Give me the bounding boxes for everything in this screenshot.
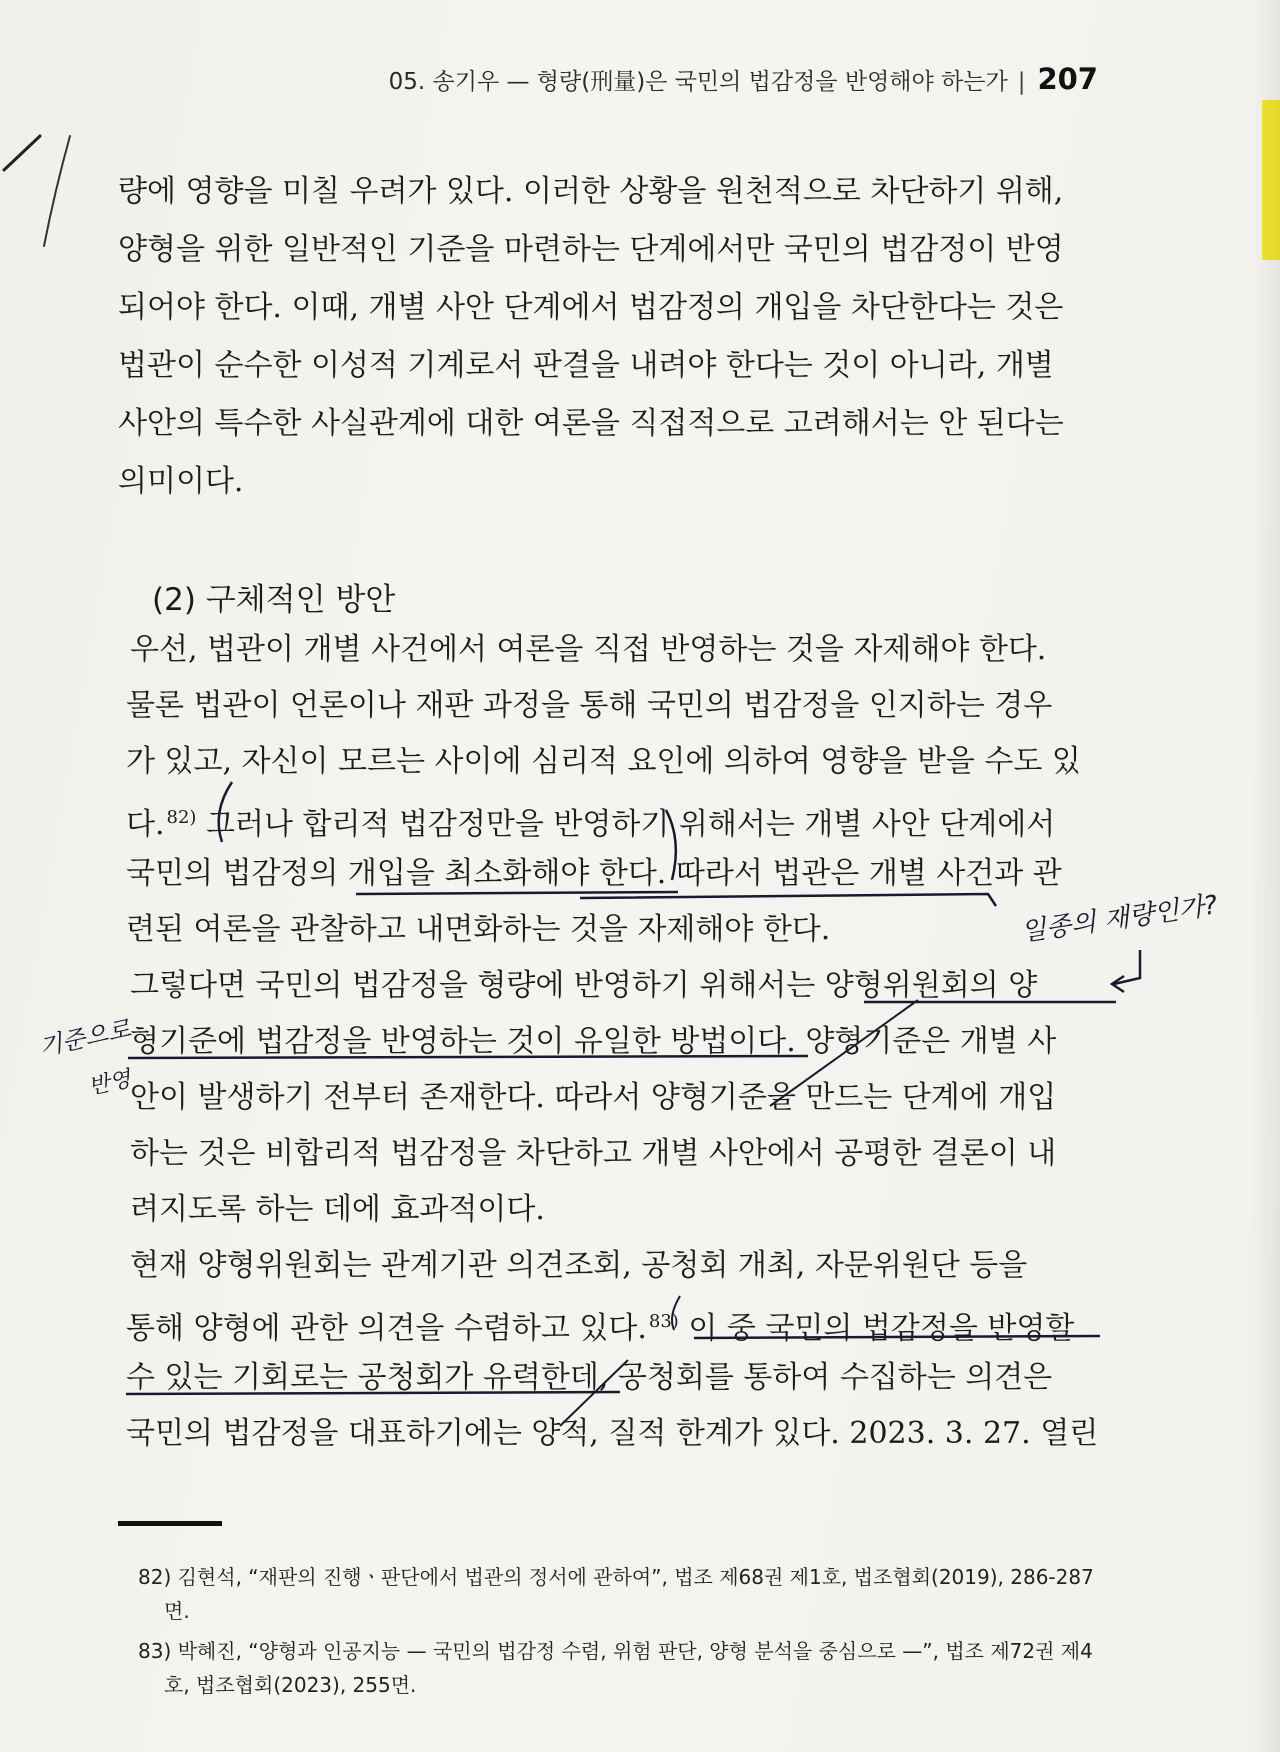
footnote-divider	[118, 1521, 222, 1526]
body-line	[0, 346, 1280, 386]
text-run: 다.	[126, 807, 165, 842]
header-separator: |	[1017, 69, 1026, 95]
footnote-text: 호, 법조협회(2023), 255면.	[164, 1673, 417, 1697]
footnote-text: 83) 박혜진, “양형과 인공지능 — 국민의 법감정 수렴, 위험 판단, 양형 분석을 중심으로 —”, 법조 제72권 제4	[138, 1639, 1093, 1663]
body-line	[0, 798, 1280, 845]
footnote-text: 면.	[164, 1599, 190, 1623]
body-line	[0, 462, 1280, 502]
body-line	[0, 1414, 1280, 1454]
body-line	[0, 630, 1280, 670]
text-run: 려지도록 하는 데에 효과적이다.	[130, 1192, 545, 1227]
text-run: 형기준에 법감정을 반영하는 것이 유일한 방법이다. 양형기준은 개별 사	[130, 1024, 1057, 1059]
handwritten-note-left: 기준으로	[36, 1014, 134, 1062]
body-line	[0, 686, 1280, 726]
body-line	[0, 1190, 1280, 1230]
body-line	[0, 1302, 1280, 1349]
body-line	[0, 966, 1280, 1006]
running-header	[0, 62, 1098, 96]
text-run: 안이 발생하기 전부터 존재한다. 따라서 양형기준을 만드는 단계에 개입	[130, 1080, 1057, 1115]
body-line	[0, 742, 1280, 782]
pen-arrow-line	[580, 894, 996, 906]
footnote-ref-82[interactable]: 82)	[166, 807, 197, 828]
running-title: 05. 송기우 — 형량(刑量)은 국민의 법감정을 반영해야 하는가	[388, 69, 1008, 95]
text-run: 이 중 국민의 법감정을 반영할	[678, 1311, 1075, 1346]
footnote-83	[138, 1634, 1138, 1702]
text-run: 법관이 순수한 이성적 기계로서 판결을 내려야 한다는 것이 아니라, 개별	[118, 348, 1054, 383]
text-run: 하는 것은 비합리적 법감정을 차단하고 개별 사안에서 공평한 결론이 내	[130, 1136, 1057, 1171]
text-run: 통해 양형에 관한 의견을 수렴하고 있다.	[126, 1311, 647, 1346]
text-run: 사안의 특수한 사실관계에 대한 여론을 직접적으로 고려해서는 안 된다는	[118, 406, 1064, 441]
text-run: 국민의 법감정의 개입을 최소화해야 한다. 따라서 법관은 개별 사건과 관	[126, 856, 1062, 891]
page-number: 207	[1037, 62, 1098, 96]
text-run: 가 있고, 자신이 모르는 사이에 심리적 요인에 의하여 영향을 받을 수도 있	[126, 744, 1081, 779]
text-run: 우선, 법관이 개별 사건에서 여론을 직접 반영하는 것을 자제해야 한다.	[130, 632, 1047, 667]
body-line	[0, 1358, 1280, 1398]
handwritten-note-right: 일종의 재량인가?	[1019, 890, 1220, 948]
handwritten-note-left: 반영	[86, 1066, 134, 1101]
footnote-ref-83[interactable]: 83)	[648, 1311, 679, 1332]
footnote-text: 82) 김현석, “재판의 진행ㆍ판단에서 법관의 정서에 관하여”, 법조 제68권 제1호, 법조협회(2019), 286-287	[138, 1565, 1094, 1589]
body-line	[0, 1078, 1280, 1118]
text-run: 현재 양형위원회는 관계기관 의견조회, 공청회 개최, 자문위원단 등을	[130, 1248, 1028, 1283]
footnote-82	[138, 1560, 1138, 1628]
body-line	[0, 1246, 1280, 1286]
section-heading: (2) 구체적인 방안	[152, 582, 396, 618]
text-run: 되어야 한다. 이때, 개별 사안 단계에서 법감정의 개입을 차단한다는 것은	[118, 290, 1064, 325]
text-run: 양형을 위한 일반적인 기준을 마련하는 단계에서만 국민의 법감정이 반영	[118, 232, 1064, 267]
text-run: 국민의 법감정을 대표하기에는 양적, 질적 한계가 있다. 2023. 3. 27. 열린	[126, 1416, 1099, 1451]
body-line	[0, 1022, 1280, 1062]
body-line	[0, 854, 1280, 894]
text-run: 련된 여론을 관찰하고 내면화하는 것을 자제해야 한다.	[126, 912, 831, 947]
text-run: 그렇다면 국민의 법감정을 형량에 반영하기 위해서는 양형위원회의 양	[130, 968, 1038, 1003]
body-line	[0, 404, 1280, 444]
body-line	[0, 1134, 1280, 1174]
body-line	[0, 230, 1280, 270]
text-run: 물론 법관이 언론이나 재판 과정을 통해 국민의 법감정을 인지하는 경우	[126, 688, 1053, 723]
text-run: 량에 영향을 미칠 우려가 있다. 이러한 상황을 원천적으로 차단하기 위해,	[118, 174, 1064, 209]
text-run: 수 있는 기회로는 공청회가 유력한데, 공청회를 통하여 수집하는 의견은	[126, 1360, 1053, 1395]
body-line	[0, 172, 1280, 212]
body-line	[0, 288, 1280, 328]
text-run: 의미이다.	[118, 464, 244, 499]
text-run: 그러나 합리적 법감정만을 반영하기 위해서는 개별 사안 단계에서	[196, 807, 1056, 842]
